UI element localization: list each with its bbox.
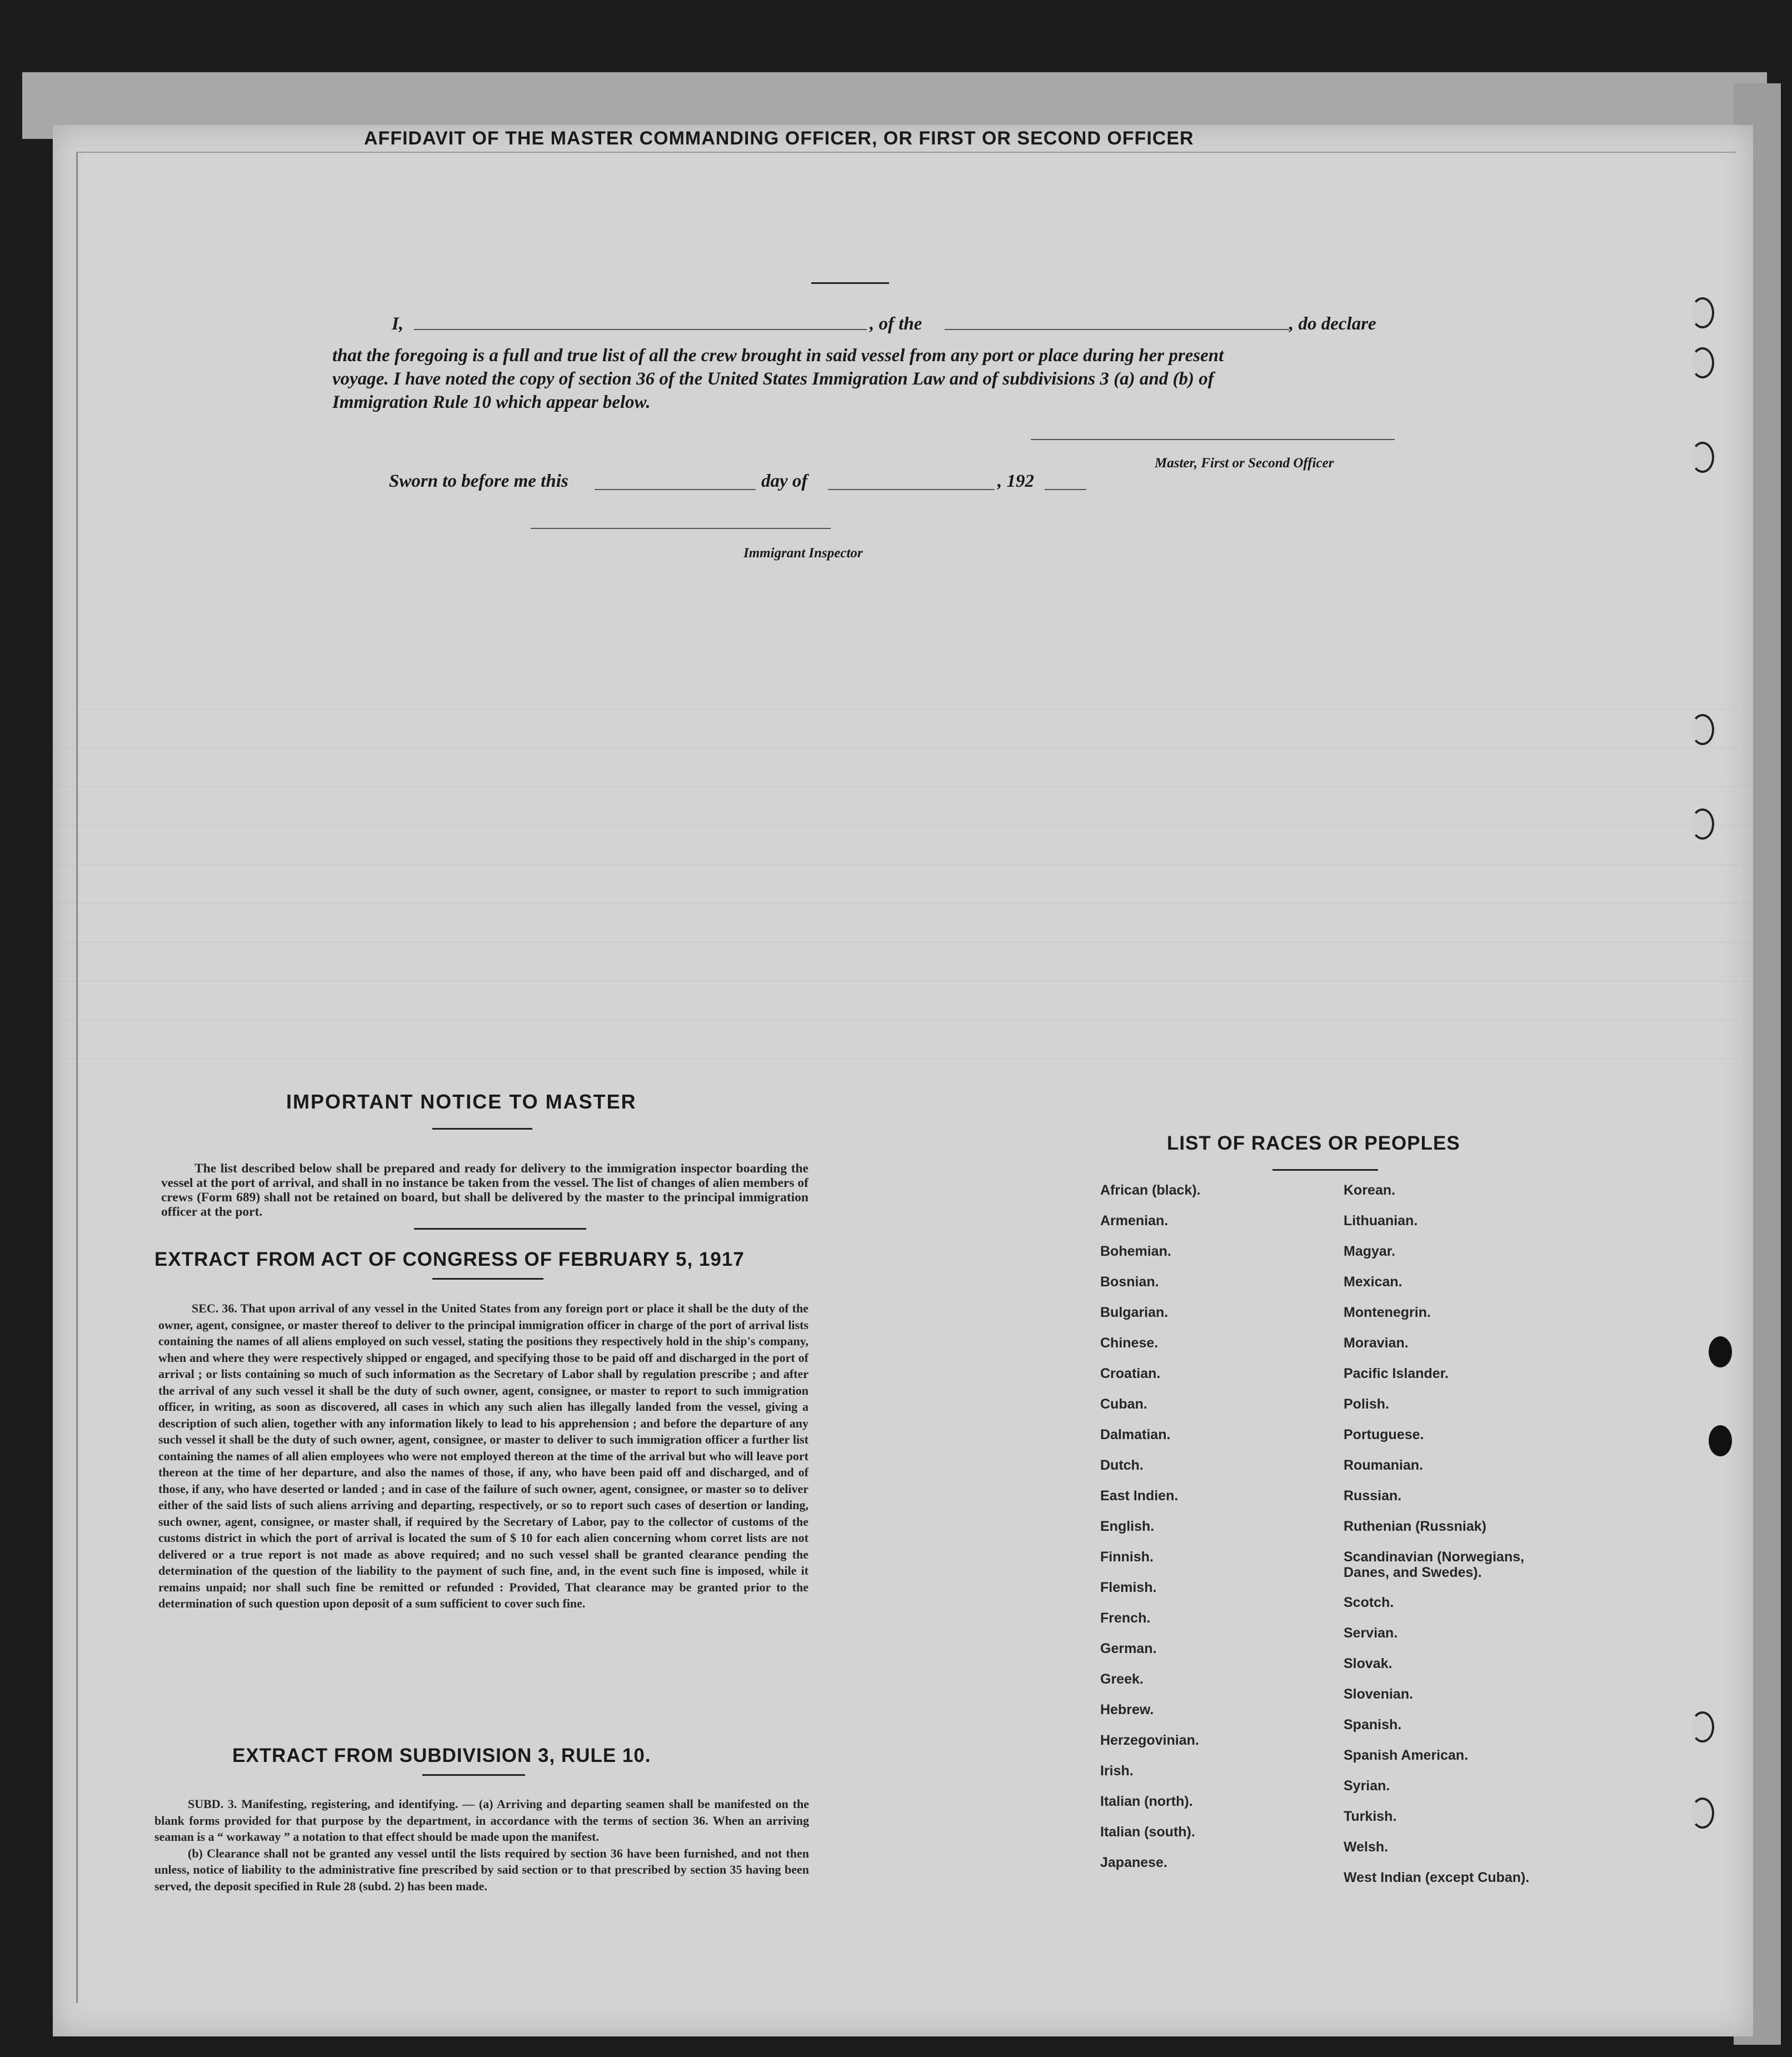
race-item: Slovenian. [1344, 1686, 1414, 1702]
affidavit-declare: , do declare [1289, 314, 1376, 334]
race-item: Korean. [1344, 1182, 1396, 1198]
notice-title: IMPORTANT NOTICE TO MASTER [286, 1090, 637, 1113]
races-right-column [1344, 1182, 1544, 1900]
race-item: Portuguese. [1344, 1427, 1424, 1442]
race-item: East Indien. [1100, 1488, 1179, 1504]
extract-act-title: EXTRACT FROM ACT OF CONGRESS OF FEBRUARY 5, 1917 [154, 1249, 745, 1270]
races-title: LIST OF RACES OR PEOPLES [1167, 1132, 1460, 1154]
race-item: Cuban. [1100, 1396, 1147, 1412]
race-item: Irish. [1100, 1763, 1134, 1779]
affidavit-title-rule [811, 282, 889, 284]
extract-act-body: SEC. 36. That upon arrival of any vessel in the United States from any foreign port or place it shall be the duty of the owner, agent, consignee, or master thereof to deliver to the principal immigration officer in charge of the port of arrival lists containing the names of all aliens employed on such vessel, stating the positions they respectively hold in the ship's company, when and where they were respectively shipped or engaged, and specifying those to be paid off and discharged in the port of arrival ; or lists containing so much of such information as the Secretary of Labor shall by regulation prescribe ; and after the arrival of any such vessel it shall be the duty of such owner, agent, consignee, or master to report to such immigration officer, in writing, as soon as discovered, all cases in which any such alien has illegally landed from the vessel, giving a description of such alien, together with any information likely to lead to his apprehension ; and before the departure of any such vessel it shall be the duty of such owner, agent, consignee, or master to deliver to such immigration officer a further list containing the names of all alien employees who were not employed thereon at the time of the arrival but who will leave port thereon at the time of her departure, and also the names of those, if any, who have been paid off and discharged, and of those, if any, who have deserted or landed ; and in case of the failure of such owner, agent, consignee, or master so to deliver either of the said lists of such aliens arriving and departing, respectively, or so to report such cases of desertion or landing, such owner, agent, consignee, or master shall, if required by the Secretary of Labor, pay to the collector of customs of the customs district in which the port of arrival is located the sum of $ 10 for each alien concerning whom corret lists are not delivered or a true report is not made as above required; and no such vessel shall be granted clearance pending the determination of the question of the liability to the payment of such fine, and, in the event such fine is imposed, while it remains unpaid; nor shall such fine be remitted or refunded : Provided, That clearance may be granted prior to the determination of such question upon deposit of a sum sufficient to cover such fine. [158, 1301, 808, 1610]
race-item: Greek. [1100, 1671, 1144, 1687]
punch-hole-icon [1691, 347, 1714, 378]
race-item: Servian. [1344, 1625, 1398, 1641]
extract-rule-rule [422, 1774, 525, 1776]
race-item: Dalmatian. [1100, 1427, 1171, 1442]
race-item: Italian (north). [1100, 1794, 1193, 1809]
races-title-rule [1272, 1169, 1378, 1171]
master-label: Master, First or Second Officer [1155, 456, 1334, 471]
race-item: Moravian. [1344, 1335, 1409, 1351]
punch-hole-icon [1691, 714, 1714, 745]
race-item: Bohemian. [1100, 1244, 1171, 1259]
race-item: Scotch. [1344, 1595, 1394, 1610]
race-item: Lithuanian. [1344, 1213, 1418, 1229]
inspector-label: Immigrant Inspector [743, 546, 863, 561]
race-item: Slovak. [1344, 1656, 1392, 1671]
race-item: West Indian (except Cuban). [1344, 1870, 1530, 1885]
day-of-label: day of [761, 471, 808, 491]
race-item: French. [1100, 1610, 1151, 1626]
inspector-signature-line[interactable] [531, 528, 831, 529]
punch-hole-icon [1709, 1425, 1732, 1456]
affidavit-title: AFFIDAVIT OF THE MASTER COMMANDING OFFICER, OR FIRST OR SECOND OFFICER [364, 128, 1194, 149]
extract-rule-title: EXTRACT FROM SUBDIVISION 3, RULE 10. [232, 1745, 651, 1766]
extract-rule-para-b: (b) Clearance shall not be granted any vessel until the lists required by section 36 have been furnished, and not then unless, notice of liability to the administrative fine prescribed by said section or to that prescribed by section 35 having been served, the deposit specified in Rule 28 (subd. 2) has been made. [154, 1846, 809, 1893]
race-item: Chinese. [1100, 1335, 1159, 1351]
punch-hole-icon [1691, 1711, 1714, 1743]
extract-rule-body [154, 1796, 809, 1894]
affidavit-line-4: Immigration Rule 10 which appear below. [332, 392, 651, 412]
race-item: Montenegrin. [1344, 1305, 1431, 1320]
notice-title-rule [432, 1128, 532, 1130]
race-item: Roumanian. [1344, 1457, 1424, 1473]
race-item: Herzegovinian. [1100, 1733, 1199, 1748]
master-signature-line[interactable] [1031, 439, 1395, 440]
affidavit-i: I, [392, 314, 404, 334]
race-item: Polish. [1344, 1396, 1389, 1412]
race-item: Spanish American. [1344, 1748, 1469, 1763]
punch-hole-icon [1709, 1336, 1732, 1367]
affidavit-line-3: voyage. I have noted the copy of section 36 of the United States Immigration Law and of subdivisions 3 (a) and (b) of [332, 369, 1214, 389]
race-item: Bosnian. [1100, 1274, 1159, 1290]
race-item: Welsh. [1344, 1839, 1389, 1855]
race-item: Finnish. [1100, 1549, 1154, 1565]
race-item: Mexican. [1344, 1274, 1402, 1290]
sworn-label: Sworn to before me this [389, 471, 568, 491]
sworn-day-blank[interactable] [595, 489, 756, 490]
race-item: Croatian. [1100, 1366, 1161, 1381]
race-item: Turkish. [1344, 1809, 1397, 1824]
name-blank[interactable] [414, 329, 867, 330]
race-item: English. [1100, 1519, 1155, 1534]
vessel-blank[interactable] [945, 329, 1289, 330]
race-item: Dutch. [1100, 1457, 1144, 1473]
year-label: , 192 [997, 471, 1034, 491]
race-item: Ruthenian (Russniak) [1344, 1519, 1486, 1534]
races-left-column [1100, 1182, 1201, 1885]
extract-act-rule [432, 1278, 543, 1280]
race-item [1344, 1549, 1544, 1595]
race-item: Hebrew. [1100, 1702, 1154, 1718]
race-item: Armenian. [1100, 1213, 1169, 1229]
race-item: Italian (south). [1100, 1824, 1195, 1840]
race-item: Bulgarian. [1100, 1305, 1169, 1320]
punch-hole-icon [1691, 297, 1714, 328]
affidavit-line-2: that the foregoing is a full and true list of all the crew brought in said vessel from any port or place during her present [332, 346, 1224, 366]
year-blank[interactable] [1045, 489, 1086, 490]
race-item: Pacific Islander. [1344, 1366, 1449, 1381]
race-item-text: Scandinavian (Norwegians, Danes, and Swedes). [1344, 1549, 1525, 1580]
extract-rule-para-a: SUBD. 3. Manifesting, registering, and identifying. — (a) Arriving and departing seamen shall be manifested on the blank forms provided for that purpose by the department, in accordance with the terms of section 36. When an arriving seaman is a “ workaway ” a notation to that effect should be made upon the manifest. [154, 1797, 809, 1844]
race-item: Magyar. [1344, 1244, 1396, 1259]
affidavit-of-the: , of the [870, 314, 922, 334]
notice-body: The list described below shall be prepared and ready for delivery to the immigration inspector boarding the vessel at the port of arrival, and shall in no instance be taken from the vessel. The list of changes of alien members of crews (Form 689) shall not be retained on board, but shall be delivered by the master to the principal immigration officer at the port. [161, 1161, 808, 1219]
race-item: Japanese. [1100, 1855, 1167, 1870]
race-item: German. [1100, 1641, 1157, 1656]
race-item: Spanish. [1344, 1717, 1402, 1733]
notice-divider [414, 1228, 586, 1230]
punch-hole-icon [1691, 442, 1714, 473]
race-item: Syrian. [1344, 1778, 1390, 1794]
punch-hole-icon [1691, 1798, 1714, 1829]
punch-hole-icon [1691, 808, 1714, 840]
sworn-month-blank[interactable] [828, 489, 995, 490]
race-item: Russian. [1344, 1488, 1402, 1504]
race-item: Flemish. [1100, 1580, 1157, 1595]
race-item: African (black). [1100, 1182, 1201, 1198]
